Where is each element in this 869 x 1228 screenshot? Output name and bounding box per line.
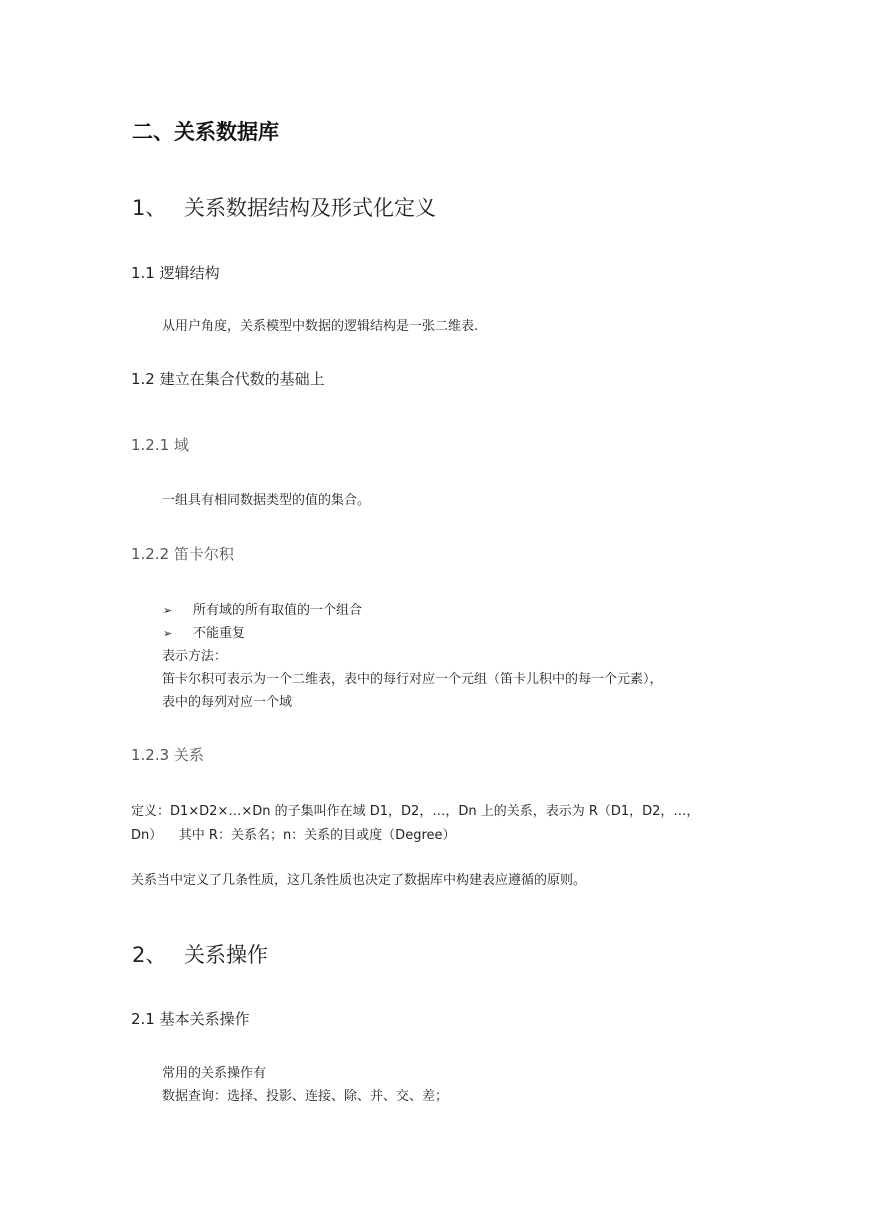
representation-line-2: 表中的每列对应一个域 xyxy=(162,695,293,710)
section-2-label: 关系操作 xyxy=(184,943,268,967)
paragraph-2-1-line-2: 数据查询：选择、投影、连接、除、并、交、差； xyxy=(162,1089,449,1104)
heading-1-2-2: 1.2.2 笛卡尔积 xyxy=(131,545,234,563)
representation-line-1: 笛卡尔积可表示为一个二维表，表中的每行对应一个元组（笛卡儿积中的每一个元素）， xyxy=(162,672,663,687)
section-1-number: 1、 xyxy=(132,196,167,220)
heading-1-2-1: 1.2.1 域 xyxy=(131,436,189,454)
heading-1-1: 1.1 逻辑结构 xyxy=(131,264,220,282)
section-2-heading xyxy=(132,939,268,969)
arrowhead-bullet-icon: ➢ xyxy=(163,604,173,617)
arrowhead-bullet-icon: ➢ xyxy=(163,627,173,640)
representation-label: 表示方法： xyxy=(162,649,228,664)
paragraph-2-1-line-1: 常用的关系操作有 xyxy=(162,1066,267,1081)
list-item xyxy=(163,622,245,641)
section-2-number: 2、 xyxy=(132,943,167,967)
definition-line-1: 定义：D1×D2×…×Dn 的子集叫作在域 D1，D2，…，Dn 上的关系，表示为 R（D1，D2，…， xyxy=(131,804,700,819)
heading-2-1: 2.1 基本关系操作 xyxy=(131,1010,250,1028)
definition-line-2: Dn） 其中 R：关系名；n：关系的目或度（Degree） xyxy=(131,828,456,843)
section-1-label: 关系数据结构及形式化定义 xyxy=(184,196,436,220)
page-title: 二、关系数据库 xyxy=(132,120,279,144)
heading-1-2: 1.2 建立在集合代数的基础上 xyxy=(131,370,325,388)
list-item-text: 不能重复 xyxy=(193,626,246,641)
list-item xyxy=(163,599,362,618)
section-1-heading xyxy=(132,192,436,222)
paragraph-1-2-1: 一组具有相同数据类型的值的集合。 xyxy=(162,493,371,508)
relation-note: 关系当中定义了几条性质，这几条性质也决定了数据库中构建表应遵循的原则。 xyxy=(131,873,587,888)
heading-1-2-3: 1.2.3 关系 xyxy=(131,746,204,764)
paragraph-1-1: 从用户角度，关系模型中数据的逻辑结构是一张二维表. xyxy=(162,319,479,334)
list-item-text: 所有域的所有取值的一个组合 xyxy=(193,603,363,618)
